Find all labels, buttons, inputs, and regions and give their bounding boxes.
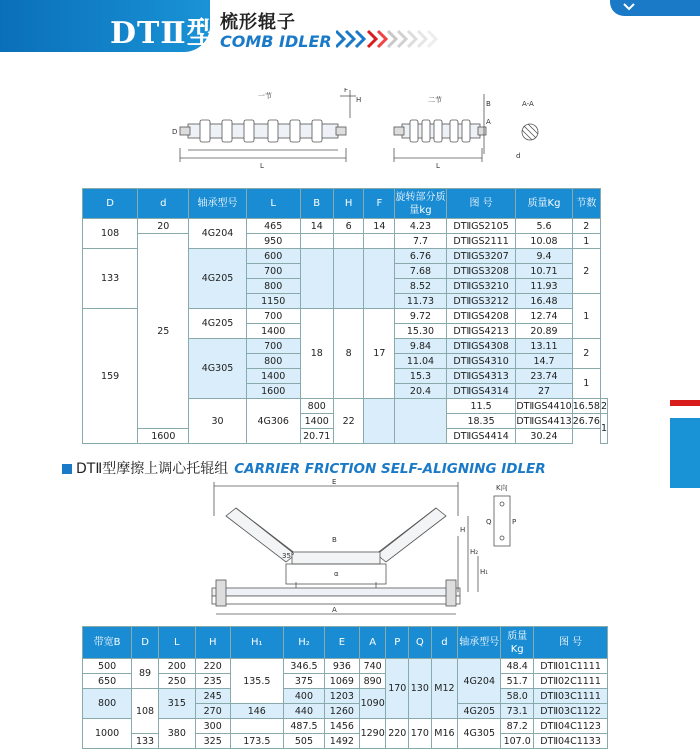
cell-E: 1260 [324,704,359,719]
col-bearing: 轴承型号 [458,627,501,659]
col-D: D [83,189,138,219]
cell-rot: 15.30 [395,324,447,339]
page-subtitle-en: COMB IDLER [220,32,332,51]
label-one-section: 一节 [258,92,272,100]
cell-d-30: 30 [189,399,246,444]
cell-drawing: DTⅡGS4208 [446,309,516,324]
cell-B [300,234,333,249]
cell-H [333,234,364,249]
cell-L: 315 [158,689,195,719]
table-row [83,719,608,734]
cell-A: 740 [359,659,386,674]
cell-d-20: 20 [138,219,189,234]
table1-header-row [83,189,608,219]
cell-L: 800 [246,354,300,369]
dim-K: K向 [496,484,508,492]
cell-H: 270 [195,704,230,719]
cell-drawing: DTⅡGS4308 [446,339,516,354]
col-mass: 质量Kg [501,627,534,659]
cell-drawing: DTⅡGS2105 [446,219,516,234]
cell-F [364,234,395,249]
cell-mass: 14.7 [516,354,572,369]
cell-L: 380 [158,719,195,749]
cell-bearing: 4G306 [246,399,300,444]
cell-drawing: DTⅡ03C1122 [534,704,608,719]
side-accent-red [670,400,700,406]
cell-B [300,249,333,309]
cell-L: 950 [246,234,300,249]
cell-L: 250 [158,674,195,689]
dim-A: A [332,606,337,614]
square-bullet-icon [62,464,72,474]
cell-drawing: DTⅡGS2111 [446,234,516,249]
dim-F-1: F [344,88,349,94]
cell-drawing: DTⅡGS4314 [446,384,516,399]
cell-B: 22 [333,399,364,444]
cell-H1: 173.5 [230,734,283,749]
section-title [62,458,546,478]
cell-mass: 12.74 [516,309,572,324]
dim-H-1: H [356,96,362,104]
cell-rot: 4.23 [395,219,447,234]
cell-mass: 10.08 [516,234,572,249]
cell-rot: 9.72 [395,309,447,324]
cell-bearing: 4G305 [458,719,501,749]
table-row [83,234,608,249]
col-bearing: 轴承型号 [189,189,246,219]
cell-H1: 135.5 [230,659,283,704]
cell-F: 17 [364,309,395,399]
dim-B-2: B [486,100,491,108]
cell-mass: 16.48 [516,294,572,309]
dim-angle: 35° [282,552,295,560]
cell-rot: 9.84 [395,339,447,354]
cell-sections: 2 [572,219,600,234]
cell-sections: 1 [572,294,600,339]
cell-D-159: 159 [83,309,138,444]
cell-mass: 27 [516,384,572,399]
cell-mass: 48.4 [501,659,534,674]
cell-d: M12 [431,659,458,719]
cell-H: 6 [333,219,364,234]
label-section-aa: A-A [522,100,534,108]
cell-L: 1400 [300,414,333,429]
col-L: L [246,189,300,219]
cell-H1 [230,719,283,734]
dim-d-aa: d [516,152,521,160]
cell-H: 245 [195,689,230,704]
cell-Q: 130 [409,659,432,719]
col-belt-width: 带宽B [83,627,132,659]
cell-L: 700 [246,264,300,279]
cell-drawing: DTⅡGS4410 [516,400,572,412]
side-accent-blue [670,418,700,488]
col-F: F [364,189,395,219]
table-row [83,674,608,689]
cell-mass: 107.0 [501,734,534,749]
cell-F: 14 [364,219,395,234]
cell-d: M16 [431,719,458,749]
col-drawing-no: 图 号 [534,627,608,659]
dim-L-2: L [436,162,440,170]
cell-rot: 7.68 [395,264,447,279]
cell-rot: 11.73 [395,294,447,309]
cell-L: 700 [246,309,300,324]
cell-drawing: DTⅡGS3207 [446,249,516,264]
cell-drawing: DTⅡGS4313 [446,369,516,384]
cell-drawing: DTⅡGS4413 [516,415,572,427]
cell-L: 800 [300,399,333,414]
cell-D-133: 133 [83,249,138,309]
dim-H: H [460,526,466,534]
dim-L-1: L [260,162,264,170]
cell-mass: 58.0 [501,689,534,704]
cell-L: 1400 [246,324,300,339]
col-P: P [386,627,409,659]
chevron-down-icon [622,2,636,12]
dim-A-2: A [486,118,491,126]
dim-alpha: α [334,570,339,578]
col-H1: H₁ [230,627,283,659]
cell-mass: 13.11 [516,339,572,354]
cell-sections: 1 [600,414,607,444]
cell-F [364,249,395,309]
cell-sections: 2 [572,339,600,369]
cell-bearing: 4G205 [189,249,246,309]
cell-drawing: DTⅡ04C1123 [534,719,608,734]
cell-B: 500 [83,659,132,674]
cell-H: 325 [195,734,230,749]
col-H: H [195,627,230,659]
cell-mass: 51.7 [501,674,534,689]
table-row [83,689,608,704]
cell-E: 1203 [324,689,359,704]
label-two-section: 二节 [428,96,442,104]
dim-E: E [332,478,337,486]
cell-rot: 11.04 [395,354,447,369]
cell-drawing: DTⅡGS4414 [446,429,516,444]
col-sections: 节数 [572,189,600,219]
cell-rot: 11.5 [446,399,516,414]
cell-L: 200 [158,659,195,674]
col-D: D [132,627,159,659]
cell-H2: 346.5 [283,659,324,674]
cell-D: 133 [132,734,159,749]
col-A: A [359,627,386,659]
cell-H: 8 [333,309,364,399]
table2-header-row [83,627,608,659]
col-L: L [158,627,195,659]
cell-rot: 18.35 [446,414,516,429]
dim-H1: H₁ [480,568,489,576]
cell-mass: 30.24 [516,429,572,444]
comb-idler-spec-table [82,188,608,444]
cell-rot: 7.7 [395,234,447,249]
cell-mass: 23.74 [516,369,572,384]
cell-Q: 170 [409,719,432,749]
cell-L: 1400 [246,369,300,384]
cell-bearing: 4G305 [189,339,246,399]
cell-H2: 505 [283,734,324,749]
self-aligning-idler-spec-table [82,626,608,749]
cell-bearing: 4G205 [458,704,501,719]
cell-mass: 9.4 [516,249,572,264]
cell-sections: 1 [572,234,600,249]
cell-D-108: 108 [83,219,138,249]
dim-P: P [512,518,517,526]
cell-rot: 15.3 [395,369,447,384]
cell-L: 700 [246,339,300,354]
col-B: B [300,189,333,219]
cell-rot: 20.4 [395,384,447,399]
col-drawing-no: 图 号 [446,189,516,219]
cell-mass: 87.2 [501,719,534,734]
cell-H2: 375 [283,674,324,689]
cell-mass: 16.58 [572,400,600,412]
cell-P: 170 [386,659,409,719]
cell-drawing: DTⅡGS4310 [446,354,516,369]
cell-L: 1600 [138,429,189,444]
cell-sections: 2 [572,249,600,294]
col-H2: H₂ [283,627,324,659]
cell-mass: 20.89 [516,324,572,339]
table-row [83,219,608,234]
chevron-arrows-icon [336,28,446,50]
col-d: d [431,627,458,659]
cell-L: 1600 [246,384,300,399]
cell-D: 108 [132,689,159,734]
cell-B: 800 [83,689,132,719]
comb-idler-drawing [160,88,560,184]
dim-D-1: D [172,128,178,136]
cell-E: 936 [324,659,359,674]
cell-H2: 440 [283,704,324,719]
cell-mass: 73.1 [501,704,534,719]
page-title: DTⅡ型 [110,16,218,51]
cell-drawing: DTⅡ02C1111 [534,674,608,689]
cell-L: 800 [246,279,300,294]
cell-A: 1090 [359,689,386,719]
cell-rot: 20.71 [300,429,333,444]
cell-E: 1069 [324,674,359,689]
cell-mass: 11.93 [516,279,572,294]
cell-H2: 400 [283,689,324,704]
col-mass: 质量Kg [516,189,572,219]
self-aligning-idler-drawing [196,476,536,618]
cell-B: 18 [300,309,333,399]
cell-sections: 2 [600,400,607,412]
cell-L: 465 [246,219,300,234]
cell-drawing: DTⅡ04C1133 [534,734,608,749]
col-E: E [324,627,359,659]
cell-drawing: DTⅡ03C1111 [534,689,608,704]
cell-sections: 1 [572,369,600,399]
col-rotating-mass: 旋转部分质量kg [395,189,447,219]
cell-drawing: DTⅡGS3208 [446,264,516,279]
cell-A: 890 [359,674,386,689]
cell-H: 235 [195,674,230,689]
cell-d-25: 25 [138,234,189,429]
cell-B: 14 [300,219,333,234]
cell-L: 600 [246,249,300,264]
cell-drawing: DTⅡ01C1111 [534,659,608,674]
cell-bearing: 4G204 [458,659,501,704]
cell-P: 220 [386,719,409,749]
cell-rot: 8.52 [395,279,447,294]
col-d: d [138,189,189,219]
page-subtitle-cn: 梳形辊子 [220,12,296,33]
cell-L: 1150 [246,294,300,309]
cell-H [333,249,364,309]
cell-mass: 10.71 [516,264,572,279]
cell-H: 300 [195,719,230,734]
section-title-cn: DTⅡ型摩擦上调心托辊组 [76,461,229,477]
dim-B: B [332,536,337,544]
cell-E: 1492 [324,734,359,749]
cell-drawing: DTⅡGS3210 [446,279,516,294]
section-title-en: CARRIER FRICTION SELF-ALIGNING IDLER [234,461,546,477]
cell-bearing: 4G205 [189,309,246,339]
table-row [83,659,608,674]
cell-bearing: 4G204 [189,219,246,249]
cell-mass: 5.6 [516,219,572,234]
cell-E: 1456 [324,719,359,734]
cell-H2: 487.5 [283,719,324,734]
cell-rot: 6.76 [395,249,447,264]
cell-drawing: DTⅡGS4213 [446,324,516,339]
cell-F [395,399,447,444]
cell-B: 650 [83,674,132,689]
cell-H: 220 [195,659,230,674]
dim-Q: Q [486,518,492,526]
cell-drawing: DTⅡGS3212 [446,294,516,309]
cell-B: 1000 [83,719,132,749]
dim-H2: H₂ [470,548,479,556]
col-Q: Q [409,627,432,659]
cell-A: 1290 [359,719,386,749]
cell-H [364,399,395,444]
cell-mass: 26.76 [572,415,600,427]
col-H: H [333,189,364,219]
cell-H1: 146 [230,704,283,719]
cell-D: 89 [132,659,159,689]
